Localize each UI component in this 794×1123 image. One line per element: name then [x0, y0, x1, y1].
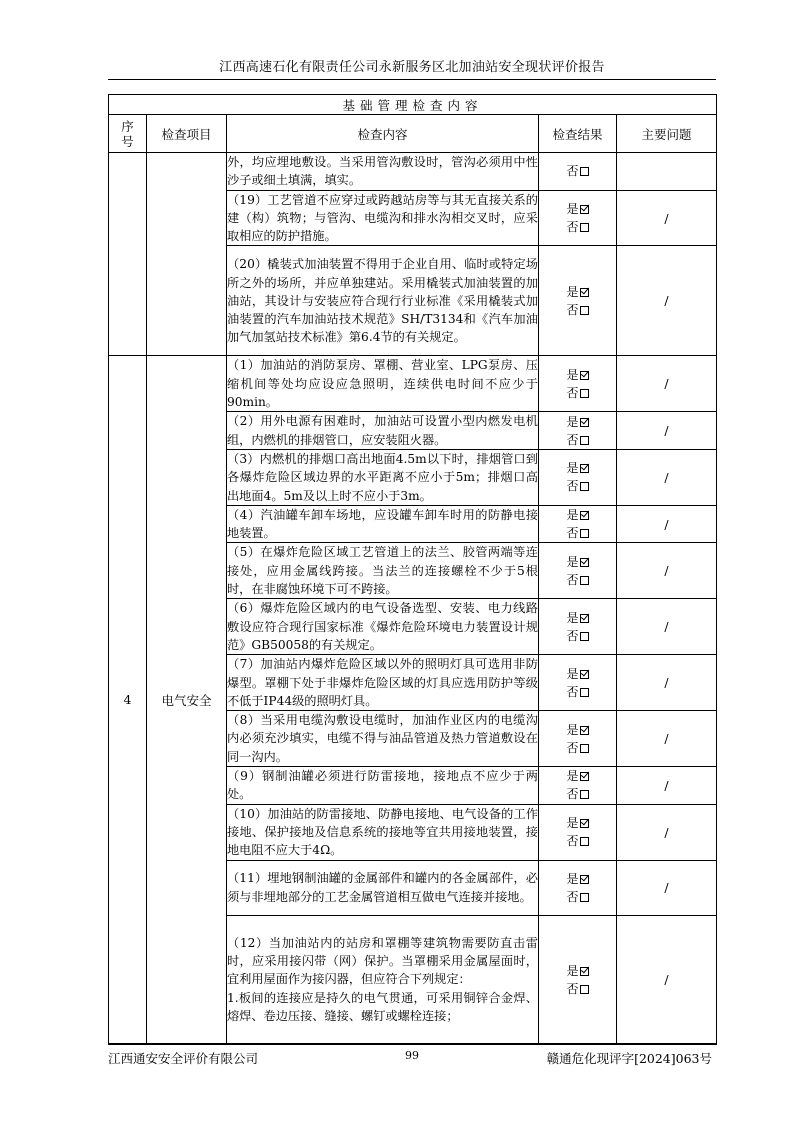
no-checkbox[interactable]: [580, 529, 589, 538]
yes-label: 是: [566, 666, 579, 681]
no-checkbox[interactable]: [580, 482, 589, 491]
issue-cell: /: [617, 505, 717, 543]
yes-label: 是: [566, 367, 579, 382]
footer-company: 江西通安安全评价有限公司: [108, 1051, 259, 1066]
check-content: [227, 711, 539, 767]
issue-cell: /: [617, 449, 717, 505]
yes-checkbox[interactable]: [580, 614, 589, 623]
no-label: 否: [566, 164, 579, 179]
yes-checkbox[interactable]: [580, 418, 589, 427]
table-title: 基础管理检查内容: [109, 95, 717, 115]
yes-checkbox[interactable]: [580, 967, 589, 976]
no-label: 否: [566, 572, 579, 587]
result-cell: [539, 153, 617, 191]
check-content: [227, 860, 539, 915]
result-cell: [539, 915, 617, 1044]
issue-cell: /: [617, 190, 717, 246]
issue-cell: /: [617, 599, 717, 655]
check-content-text: （6）爆炸危险区域内的电气设备选型、安装、电力线路敷设应符合现行国家标准《爆炸危险环境电力装置设计规范》GB50058的有关规定。: [227, 601, 538, 652]
no-checkbox[interactable]: [580, 223, 589, 232]
check-content-text: 外，均应埋地敷设。当采用管沟敷设时，管沟必须用中性沙子或细土填满，填实。: [227, 155, 538, 188]
issue-cell: /: [617, 655, 717, 711]
result-cell: [539, 449, 617, 505]
check-content-text: （1）加油站的消防泵房、罩棚、营业室、LPG泵房、压缩机间等处均应设应急照明，连续供电时间不应少于90min。: [227, 358, 538, 410]
page-header-title: 江西高速石化有限责任公司永新服务区北加油站安全现状评价报告: [219, 60, 605, 75]
no-label: 否: [566, 684, 579, 699]
no-label: 否: [566, 479, 579, 494]
check-content: [227, 543, 539, 599]
issue-cell: /: [617, 860, 717, 915]
yes-label: 是: [566, 816, 579, 831]
no-checkbox[interactable]: [580, 436, 589, 445]
issue-cell: /: [617, 412, 717, 450]
header-content: 检查内容: [227, 115, 539, 153]
check-content-text: （5）在爆炸危险区域工艺管道上的法兰、胶管两端等连接处，应用金属线跨接。当法兰的连接螺栓不少于5根时，在非腐蚀环境下可不跨接。: [227, 545, 538, 597]
no-label: 否: [566, 432, 579, 447]
yes-checkbox[interactable]: [580, 511, 589, 520]
yes-label: 是: [566, 722, 579, 737]
header-rule: [108, 79, 716, 80]
page-number: 99: [405, 1049, 419, 1062]
no-label: 否: [566, 385, 579, 400]
check-content: [227, 655, 539, 711]
yes-label: 是: [566, 769, 579, 784]
no-checkbox[interactable]: [580, 688, 589, 697]
yes-checkbox[interactable]: [580, 371, 589, 380]
check-content: [227, 804, 539, 860]
yes-label: 是: [566, 284, 579, 299]
no-label: 否: [566, 834, 579, 849]
yes-label: 是: [566, 202, 579, 217]
check-content-subitem: 1.板间的连接应是持久的电气贯通，可采用铜锌合金焊、熔焊、卷边压接、缝接、螺钉或螺栓连接；: [227, 990, 538, 1023]
check-content: [227, 412, 539, 450]
header-seq: 序号: [109, 115, 147, 153]
table-row: [109, 153, 717, 191]
issue-cell: /: [617, 246, 717, 356]
result-cell: [539, 767, 617, 805]
no-checkbox[interactable]: [580, 167, 589, 176]
no-checkbox[interactable]: [580, 893, 589, 902]
item-cell: 电气安全: [147, 356, 227, 1044]
check-content-text: （11）埋地钢制油罐的金属部件和罐内的各金属部件，必须与非埋地部分的工艺金属管道相互做电气连接并接地。: [227, 871, 538, 904]
table-row: [109, 356, 717, 412]
no-label: 否: [566, 526, 579, 541]
result-cell: [539, 246, 617, 356]
item-cell-empty: [147, 153, 227, 356]
no-label: 否: [566, 787, 579, 802]
check-content: [227, 356, 539, 412]
no-label: 否: [566, 889, 579, 904]
check-content-text: （7）加油站内爆炸危险区域以外的照明灯具可选用非防爆型。罩棚下处于非爆炸危险区域的灯具应选用防护等级不低于IP44级的照明灯具。: [227, 657, 538, 708]
result-cell: [539, 804, 617, 860]
no-checkbox[interactable]: [580, 576, 589, 585]
check-content-text: （2）用外电源有困难时，加油站可设置小型内燃发电机组，内燃机的排烟管口，应安装阻火器。: [227, 414, 538, 447]
yes-label: 是: [566, 871, 579, 886]
issue-cell: /: [617, 356, 717, 412]
yes-label: 是: [566, 554, 579, 569]
issue-cell: /: [617, 543, 717, 599]
yes-label: 是: [566, 508, 579, 523]
no-checkbox[interactable]: [580, 790, 589, 799]
result-cell: [539, 505, 617, 543]
result-cell: [539, 543, 617, 599]
header-result: 检查结果: [539, 115, 617, 153]
header-item: 检查项目: [147, 115, 227, 153]
check-content: [227, 599, 539, 655]
result-cell: [539, 655, 617, 711]
check-content: [227, 246, 539, 356]
check-content-text: （10）加油站的防雷接地、防静电接地、电气设备的工作接地、保护接地及信息系统的接地等宜共用接地装置，接地电阻不应大于4Ω。: [227, 806, 538, 858]
yes-checkbox[interactable]: [580, 819, 589, 828]
no-checkbox[interactable]: [580, 985, 589, 994]
seq-cell-empty: [109, 153, 147, 356]
check-content-text: （3）内燃机的排烟口高出地面4.5m以下时，排烟管口到各爆炸危险区域边界的水平距离不应小于5m；排烟口高出地面4。5m及以上时不应小于3m。: [227, 451, 538, 503]
check-content-text: （20）橇装式加油装置不得用于企业自用、临时或特定场所之外的场所，并应单独建站。采用橇装式加油装置的加油站，其设计与安装应符合现行行业标准《采用橇装式加油装置的汽车加油站技术规范》SH/T3134和《汽车加油加气加氢站技术标准》第6.4节的有关规定。: [227, 257, 538, 345]
no-checkbox[interactable]: [580, 837, 589, 846]
yes-label: 是: [566, 610, 579, 625]
inspection-table: [108, 94, 717, 1045]
yes-checkbox[interactable]: [580, 464, 589, 473]
footer-doc-number: 赣通危化现评字[2024]063号: [546, 1051, 712, 1066]
yes-checkbox[interactable]: [580, 288, 589, 297]
result-cell: [539, 356, 617, 412]
yes-checkbox[interactable]: [580, 772, 589, 781]
yes-checkbox[interactable]: [580, 558, 589, 567]
check-content-text: （9）钢制油罐必须进行防雷接地，接地点不应少于两处。: [227, 769, 538, 802]
check-content: [227, 767, 539, 805]
issue-cell: /: [617, 804, 717, 860]
check-content: [227, 449, 539, 505]
footer-rule: [108, 1043, 716, 1044]
issue-cell: [617, 153, 717, 191]
issue-cell: /: [617, 915, 717, 1044]
no-label: 否: [566, 628, 579, 643]
yes-label: 是: [566, 963, 579, 978]
issue-cell: /: [617, 711, 717, 767]
no-checkbox[interactable]: [580, 632, 589, 641]
yes-checkbox[interactable]: [580, 726, 589, 735]
yes-label: 是: [566, 414, 579, 429]
yes-checkbox[interactable]: [580, 670, 589, 679]
check-content: [227, 190, 539, 246]
header-issue: 主要问题: [617, 115, 717, 153]
check-content-text: （8）当采用电缆沟敷设电缆时，加油作业区内的电缆沟内必须充沙填实，电缆不得与油品管道及热力管道敷设在同一沟内。: [227, 713, 538, 764]
check-content-text: （19）工艺管道不应穿过或跨越站房等与其无直接关系的建（构）筑物；与管沟、电缆沟和排水沟相交叉时，应采取相应的防护措施。: [227, 192, 538, 244]
seq-cell: 4: [109, 356, 147, 1044]
check-content: [227, 505, 539, 543]
no-checkbox[interactable]: [580, 306, 589, 315]
result-cell: [539, 711, 617, 767]
yes-checkbox[interactable]: [580, 875, 589, 884]
no-checkbox[interactable]: [580, 744, 589, 753]
no-label: 否: [566, 981, 579, 996]
yes-checkbox[interactable]: [580, 205, 589, 214]
no-label: 否: [566, 740, 579, 755]
issue-cell: /: [617, 767, 717, 805]
check-content: [227, 915, 539, 1044]
no-checkbox[interactable]: [580, 389, 589, 398]
result-cell: [539, 412, 617, 450]
check-content: [227, 153, 539, 191]
no-label: 否: [566, 302, 579, 317]
check-content-text: （12）当加油站内的站房和罩棚等建筑物需要防直击雷时，应采用接闪带（网）保护。当罩棚采用金属屋面时，宜利用屋面作为接闪器，但应符合下列规定：: [227, 935, 538, 987]
yes-label: 是: [566, 461, 579, 476]
result-cell: [539, 190, 617, 246]
check-content-text: （4）汽油罐车卸车场地，应设罐车卸车时用的防静电接地装置。: [227, 507, 538, 541]
no-label: 否: [566, 220, 579, 235]
result-cell: [539, 599, 617, 655]
result-cell: [539, 860, 617, 915]
